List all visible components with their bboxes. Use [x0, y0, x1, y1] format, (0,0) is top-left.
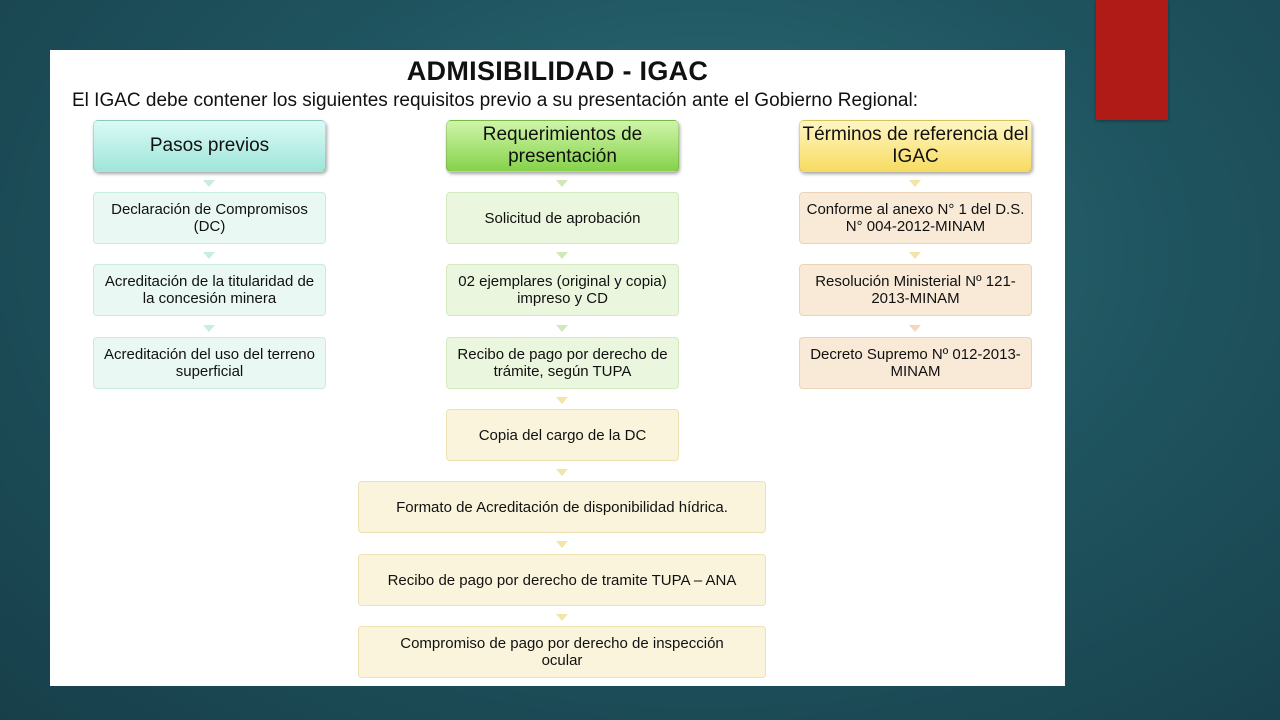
- step-box: Conforme al anexo N° 1 del D.S. N° 004-2012-MINAM: [799, 192, 1032, 244]
- step-box: Recibo de pago por derecho de trámite, según TUPA: [446, 337, 679, 389]
- arrow-down-icon: [203, 325, 215, 332]
- arrow-down-icon: [556, 541, 568, 548]
- arrow-down-icon: [909, 180, 921, 187]
- arrow-down-icon: [556, 252, 568, 259]
- step-box: Declaración de Compromisos (DC): [93, 192, 326, 244]
- arrow-down-icon: [909, 252, 921, 259]
- arrow-down-icon: [203, 252, 215, 259]
- arrow-down-icon: [556, 397, 568, 404]
- slide-subtitle: El IGAC debe contener los siguientes requisitos previo a su presentación ante el Gobierno Regional:: [72, 90, 919, 111]
- arrow-down-icon: [909, 325, 921, 332]
- arrow-down-icon: [556, 469, 568, 476]
- step-box: Recibo de pago por derecho de tramite TUPA – ANA: [358, 554, 766, 606]
- step-box: Acreditación de la titularidad de la concesión minera: [93, 264, 326, 316]
- accent-bar: [1096, 0, 1168, 120]
- header-terminos-referencia: Términos de referencia del IGAC: [799, 120, 1032, 172]
- slide: [50, 50, 1065, 686]
- step-box: Acreditación del uso del terreno superficial: [93, 337, 326, 389]
- step-box: Formato de Acreditación de disponibilidad hídrica.: [358, 481, 766, 533]
- step-box: 02 ejemplares (original y copia) impreso y CD: [446, 264, 679, 316]
- step-box: Resolución Ministerial Nº 121-2013-MINAM: [799, 264, 1032, 316]
- step-box: Copia del cargo de la DC: [446, 409, 679, 461]
- header-requerimientos: Requerimientos de presentación: [446, 120, 679, 172]
- step-box: Decreto Supremo Nº 012-2013-MINAM: [799, 337, 1032, 389]
- arrow-down-icon: [203, 180, 215, 187]
- header-pasos-previos: Pasos previos: [93, 120, 326, 172]
- slide-title: ADMISIBILIDAD - IGAC: [406, 56, 709, 86]
- step-box: Compromiso de pago por derecho de inspección ocular: [358, 626, 766, 678]
- arrow-down-icon: [556, 325, 568, 332]
- arrow-down-icon: [556, 614, 568, 621]
- step-box: Solicitud de aprobación: [446, 192, 679, 244]
- arrow-down-icon: [556, 180, 568, 187]
